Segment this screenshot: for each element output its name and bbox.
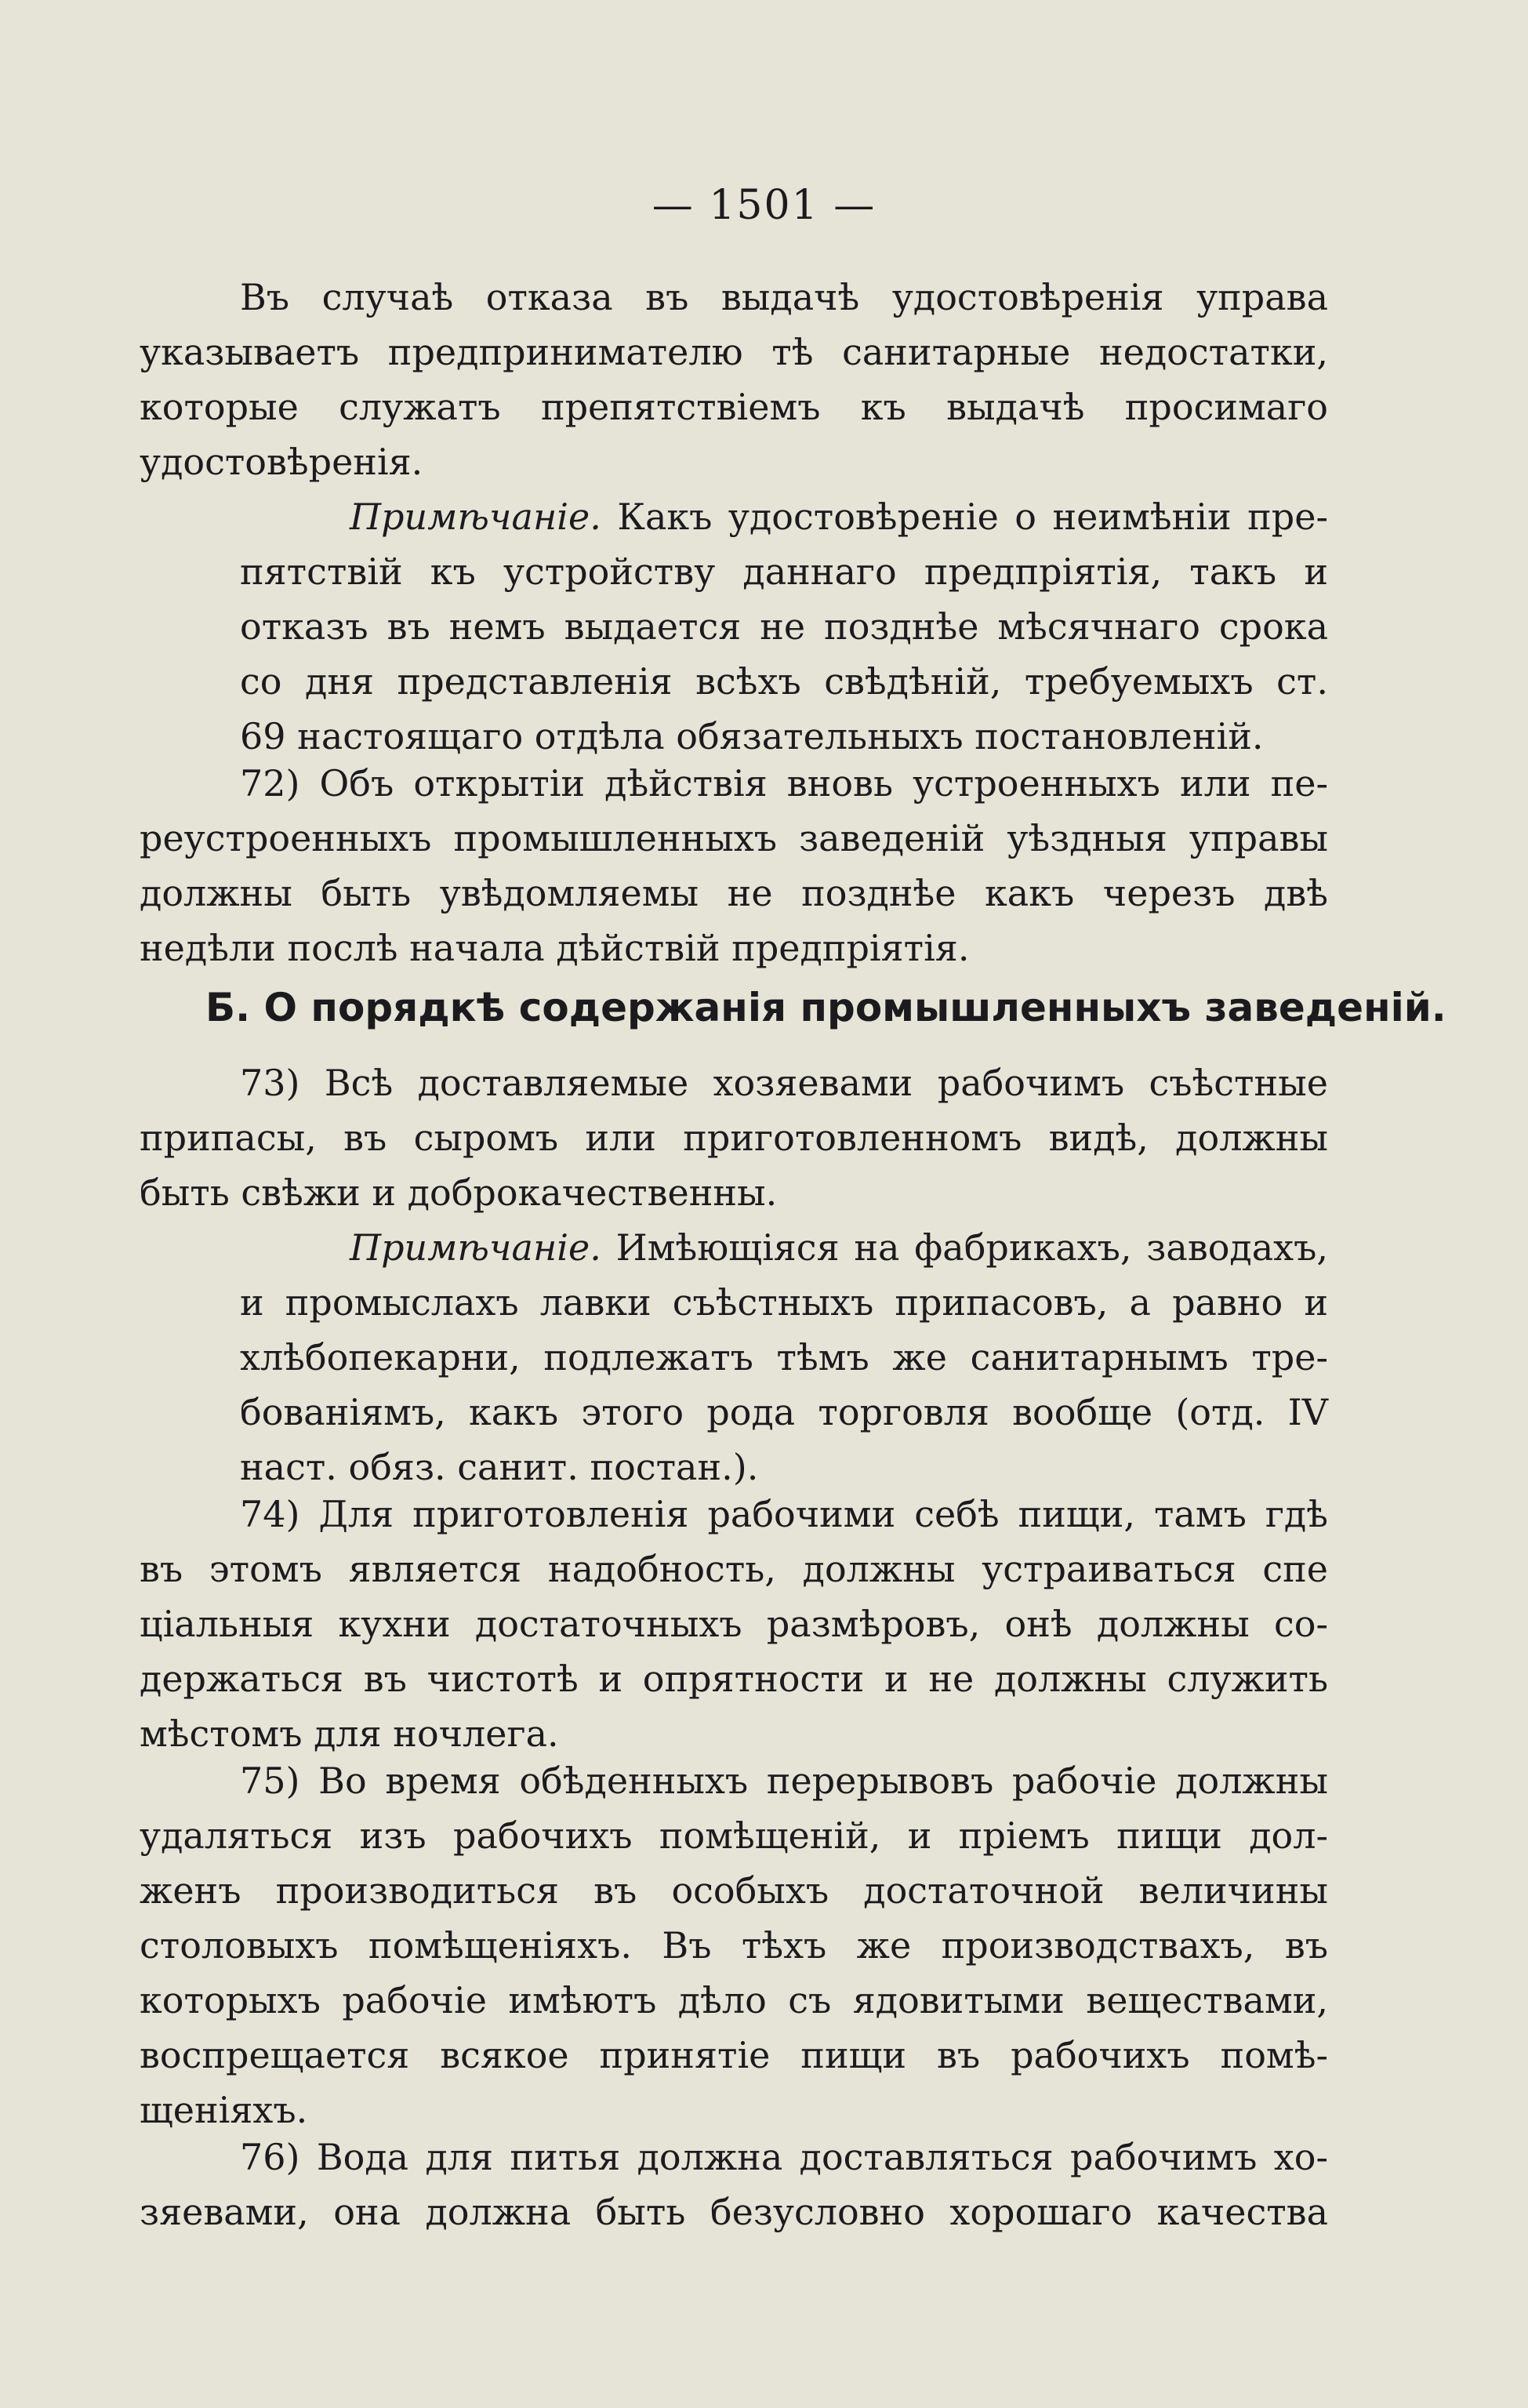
text-segment: Какъ удостовѣреніе о неимѣніи пре-: [617, 496, 1329, 538]
text-line: со дня представленія всѣхъ свѣдѣній, требуемыхъ ст.: [240, 660, 1328, 703]
text-line: зяевами, она должна быть безусловно хорошаго качества: [140, 2191, 1328, 2233]
article-75: [140, 1753, 1328, 2137]
text-line: 75) Во время обѣденныхъ перерывовъ рабочіе должны: [240, 1760, 1328, 1802]
text-line: удаляться изъ рабочихъ помѣщеній, и пріемъ пищи дол-: [140, 1814, 1328, 1857]
text-line: удостовѣренія.: [140, 441, 423, 483]
text-line: пятствій къ устройству даннаго предпріятія, такъ и: [240, 550, 1328, 593]
text-line: женъ производиться въ особыхъ достаточной величины: [140, 1869, 1328, 1912]
note-1: [140, 489, 1328, 764]
note-label: Примѣчаніе.: [350, 1226, 601, 1269]
text-line: указываетъ предпринимателю тѣ санитарные недостатки,: [140, 331, 1328, 373]
note-2: [140, 1220, 1328, 1495]
text-line: 74) Для приготовленія рабочими себѣ пищи, тамъ гдѣ: [240, 1493, 1328, 1535]
text-line: ціальныя кухни достаточныхъ размѣровъ, онѣ должны со-: [140, 1603, 1328, 1645]
section-heading: Б. О порядкѣ содержанія промышленныхъ заведеній.: [205, 985, 1446, 1030]
note-first-line: [140, 1220, 1328, 1275]
article-76: [140, 2130, 1328, 2239]
text-line: 76) Вода для питья должна доставляться рабочимъ хо-: [240, 2136, 1328, 2178]
text-line: держаться въ чистотѣ и опрятности и не должны служить: [140, 1658, 1328, 1700]
text-line: хлѣбопекарни, подлежатъ тѣмъ же санитарнымъ тре-: [240, 1336, 1328, 1378]
text-line: отказъ въ немъ выдается не позднѣе мѣсячнаго срока: [240, 605, 1328, 648]
text-line: бованіямъ, какъ этого рода торговля вообще (отд. IV: [240, 1391, 1328, 1433]
text-line: и промыслахъ лавки съѣстныхъ припасовъ, а равно и: [240, 1281, 1328, 1324]
note-first-line: [140, 489, 1328, 544]
text-line: 72) Объ открытіи дѣйствія вновь устроенныхъ или пе-: [240, 762, 1328, 804]
text-line: которые служатъ препятствіемъ къ выдачѣ просимаго: [140, 386, 1328, 428]
text-line: наст. обяз. санит. постан.).: [240, 1446, 759, 1488]
note-label: Примѣчаніе.: [350, 496, 601, 538]
text-line: быть свѣжи и доброкачественны.: [140, 1171, 778, 1214]
text-line: реустроенныхъ промышленныхъ заведеній уѣздныя управы: [140, 817, 1328, 859]
article-72: [140, 756, 1328, 975]
article-73: [140, 1055, 1328, 1220]
paragraph-refusal: [140, 270, 1328, 489]
text-line: недѣли послѣ начала дѣйствій предпріятія.: [140, 927, 970, 969]
text-line: припасы, въ сыромъ или приготовленномъ видѣ, должны: [140, 1117, 1328, 1159]
text-segment: Имѣющіяся на фабрикахъ, заводахъ,: [615, 1226, 1328, 1269]
text-line: щеніяхъ.: [140, 2089, 308, 2131]
text-line: воспрещается всякое принятіе пищи въ рабочихъ помѣ-: [140, 2034, 1328, 2076]
text-line: должны быть увѣдомляемы не позднѣе какъ черезъ двѣ: [140, 872, 1328, 914]
text-line: 69 настоящаго отдѣла обязательныхъ постановленій.: [240, 715, 1264, 757]
text-line: которыхъ рабочіе имѣютъ дѣло съ ядовитыми веществами,: [140, 1979, 1328, 2021]
text-line: мѣстомъ для ночлега.: [140, 1712, 559, 1755]
article-74: [140, 1487, 1328, 1761]
text-line: 73) Всѣ доставляемые хозяевами рабочимъ съѣстные: [240, 1062, 1328, 1104]
text-line: въ этомъ является надобность, должны устраиваться спе: [140, 1548, 1328, 1590]
page-number: — 1501 —: [651, 182, 877, 229]
text-line: Въ случаѣ отказа въ выдачѣ удостовѣренія управа: [240, 276, 1328, 318]
text-line: столовыхъ помѣщеніяхъ. Въ тѣхъ же производствахъ, въ: [140, 1924, 1328, 1967]
